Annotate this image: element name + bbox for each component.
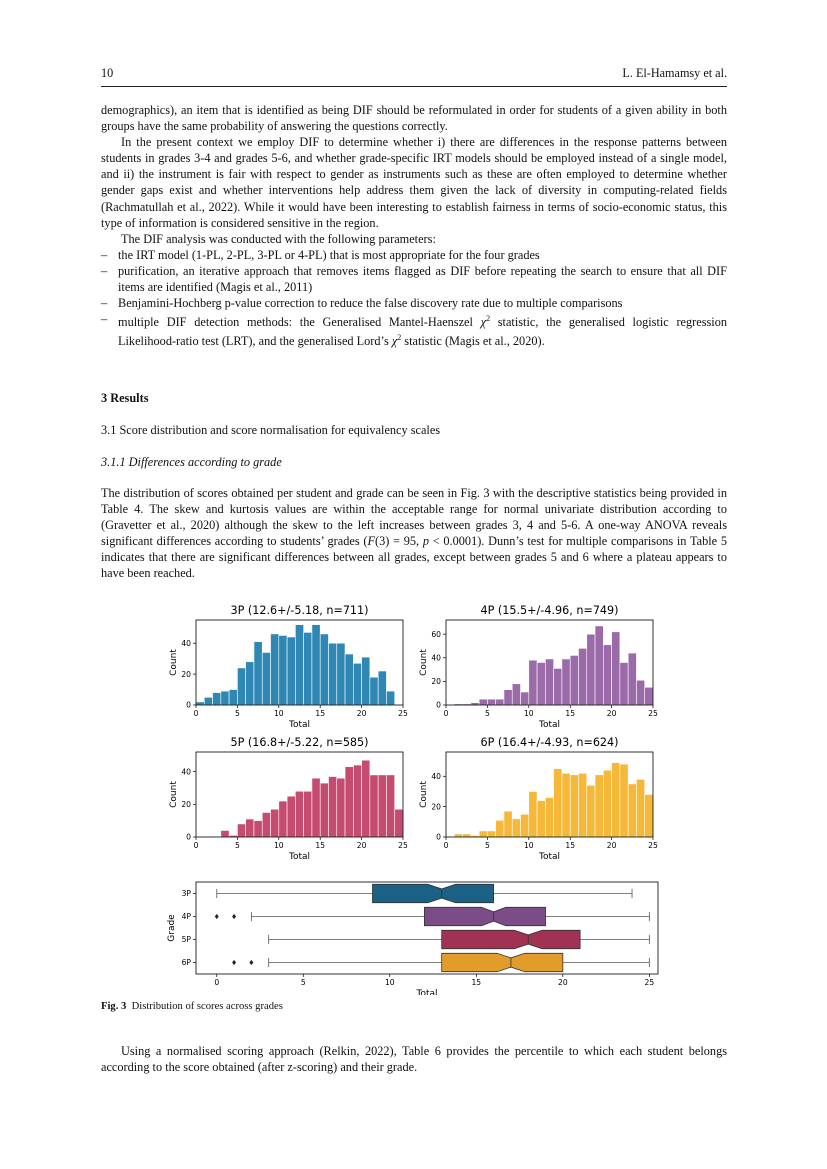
- histogram-bar: [487, 699, 495, 705]
- histogram-bar: [578, 648, 586, 705]
- histogram-bar: [378, 775, 386, 837]
- histogram-bar: [578, 773, 586, 837]
- histogram-bar: [386, 775, 394, 837]
- figure-caption: [101, 1001, 283, 1012]
- x-tick-label: 10: [523, 709, 534, 718]
- histogram-bar: [370, 775, 378, 837]
- x-tick-label: 20: [356, 841, 367, 850]
- histogram-6p: [419, 736, 658, 862]
- y-tick-label: 40: [431, 653, 441, 663]
- histogram-bar: [353, 663, 361, 705]
- x-tick-label: 10: [384, 978, 395, 987]
- histogram-bar: [362, 760, 370, 837]
- histogram-bar: [487, 831, 495, 837]
- x-tick-label: 25: [398, 709, 408, 718]
- histogram-3p: [169, 604, 408, 730]
- y-axis-label: Count: [169, 649, 179, 676]
- histogram-bar: [537, 801, 545, 837]
- x-axis-label: Total: [538, 720, 561, 730]
- x-tick-label: 20: [606, 709, 617, 718]
- histogram-bar: [562, 659, 570, 705]
- y-tick-label: 20: [431, 802, 441, 812]
- boxplot-grades: [167, 882, 658, 995]
- histogram-bar: [521, 814, 529, 837]
- chart-title: 6P (16.4+/-4.93, n=624): [480, 736, 619, 749]
- histogram-bar: [504, 690, 512, 705]
- histogram-bar: [395, 809, 403, 837]
- x-tick-label: 0: [443, 709, 449, 718]
- x-tick-label: 0: [193, 709, 199, 718]
- histogram-bar: [337, 778, 345, 837]
- list-item: – multiple DIF detection methods: the Generalised Mantel-Haenszel $\chi^2$ statistic, the generalised logistic regression Likelihood-ratio test (LRT), and the generalised Lord’s $\chi^2$ statistic (Magis et al., 2020).: [101, 312, 727, 349]
- histogram-bar: [554, 769, 562, 837]
- x-tick-label: 5: [234, 709, 240, 718]
- histogram-bar: [262, 812, 270, 837]
- histogram-bar: [378, 671, 386, 705]
- outlier-point: [249, 960, 253, 965]
- histogram-bar: [537, 663, 545, 706]
- x-tick-label: 25: [398, 841, 408, 850]
- y-axis-label: Count: [419, 649, 429, 676]
- y-axis-label: Count: [169, 781, 179, 808]
- histogram-bar: [204, 697, 212, 705]
- histogram-bar: [628, 784, 636, 837]
- histogram-bar: [463, 834, 471, 837]
- subsection-title: 3.1 Score distribution and score normalisation for equivalency scales: [101, 423, 441, 437]
- y-tick-label: 40: [181, 767, 191, 777]
- caption-text: Distribution of scores across grades: [131, 1001, 283, 1012]
- histogram-bar: [221, 691, 229, 705]
- histogram-bar: [620, 663, 628, 706]
- closing-paragraph: Using a normalised scoring approach (Relkin, 2022), Table 6 provides the percentile to which each student belongs according to the score obtained (after z-scoring) and their grade.: [101, 1044, 727, 1075]
- histogram-bar: [246, 819, 254, 837]
- histogram-bar: [496, 820, 504, 837]
- x-tick-label: 20: [606, 841, 617, 850]
- y-axis-label: Count: [419, 781, 429, 808]
- running-authors: L. El-Hamamsy et al.: [622, 66, 727, 80]
- x-axis-label: Total: [416, 989, 438, 995]
- histogram-bar: [479, 831, 487, 837]
- x-tick-label: 10: [273, 841, 284, 850]
- x-axis-label: Total: [288, 852, 311, 862]
- y-tick-label: 60: [431, 629, 441, 639]
- x-tick-label: 25: [648, 709, 658, 718]
- y-tick-label: 6P: [181, 958, 191, 968]
- histogram-bar: [362, 657, 370, 705]
- histogram-bar: [545, 659, 553, 705]
- y-tick-label: 0: [436, 700, 441, 710]
- subsubsection-title: 3.1.1 Differences according to grade: [101, 455, 282, 469]
- histogram-bar: [504, 811, 512, 837]
- histogram-bar: [554, 668, 562, 705]
- x-tick-label: 0: [443, 841, 449, 850]
- histogram-bar: [512, 684, 520, 705]
- y-tick-label: 20: [431, 677, 441, 687]
- page-header: [101, 66, 727, 87]
- histogram-bar: [529, 791, 537, 837]
- histogram-bar: [337, 643, 345, 705]
- x-axis-label: Total: [538, 852, 561, 862]
- histogram-bar: [304, 791, 312, 837]
- outlier-point: [232, 960, 236, 965]
- x-tick-label: 15: [565, 709, 576, 718]
- histogram-bar: [353, 765, 361, 837]
- histogram-bar: [595, 626, 603, 705]
- histogram-bar: [645, 795, 653, 838]
- y-tick-label: 20: [181, 800, 191, 810]
- histogram-bar: [595, 775, 603, 837]
- histogram-bar: [279, 635, 287, 705]
- y-tick-label: 0: [186, 700, 191, 710]
- histogram-bar: [603, 645, 611, 705]
- paragraph-dif-context: In the present context we employ DIF to determine whether i) there are differences in the response patterns between students in grades 3-4 and grades 5-6, and whether grade-specific IRT models should be employed instead of a single model, and ii) the instrument is fair with respect to gender as instruments such as these are often employed to determine whether gender gaps exist and whether interventions help address them given the lack of diversity in computing-related fields (Rachmatullah et al., 2022). While it would have been interesting to establish fairness in terms of socio-economic status, this type of information is considered sensitive in the region.: [101, 135, 727, 230]
- superscript-2: 2: [486, 314, 491, 324]
- chi-symbol: χ: [391, 334, 398, 349]
- histogram-bar: [312, 778, 320, 837]
- histogram-bar: [570, 775, 578, 837]
- x-tick-label: 20: [356, 709, 367, 718]
- histogram-bar: [496, 699, 504, 705]
- paragraph-demographics: demographics), an item that is identified as being DIF should be reformulated in order for students of a given ability in both groups have the same probability of answering the questions correctly.: [101, 103, 727, 134]
- box-4p: [424, 907, 545, 925]
- histogram-bar: [529, 660, 537, 705]
- results-paragraph: The distribution of scores obtained per student and grade can be seen in Fig. 3 with the descriptive statistics being provided in Table 4. The skew and kurtosis values are within the acceptable range for normal univariate distribution according to (Gravetter et al., 2020) although the skew to the left increases between grades 3, 4 and 5-6. A one-way ANOVA reveals significant differences according to students’ grades (F(3) = 95, p < 0.0001). Dunn’s test for multiple comparisons in Table 5 indicates that there are significant differences between all grades, except between grades 5 and 6 where a plateau appears to have been reached.: [101, 486, 727, 581]
- y-axis-label: Grade: [167, 914, 177, 942]
- y-tick-label: 0: [186, 832, 191, 842]
- histogram-bar: [213, 693, 221, 705]
- histogram-bar: [295, 625, 303, 705]
- histogram-bar: [645, 687, 653, 705]
- y-tick-label: 40: [431, 771, 441, 781]
- histogram-bar: [221, 830, 229, 837]
- histogram-bar: [246, 662, 254, 705]
- histogram-bar: [229, 690, 237, 705]
- superscript-2: 2: [397, 333, 402, 343]
- box-6p: [442, 953, 563, 971]
- histogram-bar: [345, 654, 353, 705]
- outlier-point: [215, 914, 219, 919]
- histogram-bar: [237, 668, 245, 705]
- histogram-bar: [587, 785, 595, 837]
- histogram-bar: [386, 691, 394, 705]
- histogram-bar: [271, 809, 279, 837]
- histogram-bar: [279, 801, 287, 837]
- histogram-bar: [271, 634, 279, 705]
- x-tick-label: 5: [300, 978, 306, 987]
- histogram-bar: [612, 763, 620, 837]
- x-tick-label: 25: [644, 978, 655, 987]
- x-tick-label: 25: [648, 841, 658, 850]
- list-item: – Benjamini-Hochberg p-value correction to reduce the false discovery rate due to multiple comparisons: [101, 296, 623, 311]
- x-tick-label: 15: [471, 978, 482, 987]
- x-tick-label: 0: [193, 841, 199, 850]
- histogram-bar: [636, 680, 644, 705]
- caption-label: Fig. 3: [101, 1001, 127, 1012]
- page-number: 10: [101, 66, 114, 80]
- histogram-bar: [636, 779, 644, 837]
- histogram-bar: [521, 692, 529, 705]
- chi-symbol: χ: [480, 315, 487, 330]
- histogram-bar: [196, 702, 204, 705]
- histogram-bar: [320, 783, 328, 837]
- histogram-bar: [570, 655, 578, 705]
- x-tick-label: 5: [484, 709, 490, 718]
- histogram-bar: [328, 643, 336, 705]
- x-tick-label: 15: [315, 841, 326, 850]
- histogram-4p: [419, 604, 658, 730]
- histogram-bar: [620, 764, 628, 837]
- histogram-bar: [254, 642, 262, 705]
- outlier-point: [232, 914, 236, 919]
- histogram-bar: [295, 791, 303, 837]
- histogram-bar: [545, 798, 553, 837]
- dif-parameter-list: [101, 247, 727, 350]
- histogram-bar: [328, 777, 336, 837]
- y-tick-label: 3P: [181, 889, 191, 899]
- intro-block: [101, 102, 727, 350]
- histogram-bar: [479, 699, 487, 705]
- list-item: – the IRT model (1-PL, 2-PL, 3-PL or 4-PL) that is most appropriate for the four grades: [101, 247, 540, 262]
- x-tick-label: 10: [273, 709, 284, 718]
- histogram-bar: [612, 632, 620, 705]
- histogram-bar: [287, 796, 295, 837]
- x-tick-label: 15: [315, 709, 326, 718]
- histogram-bar: [312, 625, 320, 705]
- histogram-5p: [169, 736, 408, 862]
- x-tick-label: 5: [484, 841, 490, 850]
- y-tick-label: 4P: [181, 912, 191, 922]
- histogram-bar: [237, 824, 245, 837]
- histogram-bar: [628, 653, 636, 705]
- x-tick-label: 10: [523, 841, 534, 850]
- histogram-bar: [254, 821, 262, 837]
- x-tick-label: 20: [557, 978, 568, 987]
- histogram-bar: [287, 637, 295, 705]
- histogram-bar: [454, 834, 462, 837]
- histogram-bar: [345, 767, 353, 837]
- list-item: – purification, an iterative approach that removes items flagged as DIF before repeating the search to ensure that all DIF items are identified (Magis et al., 2011): [101, 263, 727, 295]
- y-tick-label: 20: [181, 669, 191, 679]
- y-tick-label: 40: [181, 638, 191, 648]
- histogram-bar: [587, 634, 595, 705]
- chart-title: 4P (15.5+/-4.96, n=749): [480, 604, 619, 617]
- histogram-bar: [603, 770, 611, 837]
- histogram-bar: [320, 634, 328, 705]
- histogram-bar: [562, 773, 570, 837]
- box-5p: [442, 930, 580, 948]
- histogram-bar: [370, 677, 378, 705]
- x-tick-label: 5: [234, 841, 240, 850]
- figure-3: [160, 600, 670, 995]
- paragraph-dif-params: The DIF analysis was conducted with the following parameters:: [121, 231, 436, 246]
- chart-title: 5P (16.8+/-5.22, n=585): [230, 736, 369, 749]
- x-axis-label: Total: [288, 720, 311, 730]
- histogram-bar: [512, 819, 520, 837]
- x-tick-label: 15: [565, 841, 576, 850]
- histogram-bar: [262, 652, 270, 705]
- box-3p: [372, 884, 493, 902]
- y-tick-label: 0: [436, 832, 441, 842]
- histogram-bar: [304, 632, 312, 705]
- chart-title: 3P (12.6+/-5.18, n=711): [230, 604, 369, 617]
- x-tick-label: 0: [214, 978, 220, 987]
- y-tick-label: 5P: [181, 935, 191, 945]
- section-title: 3 Results: [101, 391, 149, 405]
